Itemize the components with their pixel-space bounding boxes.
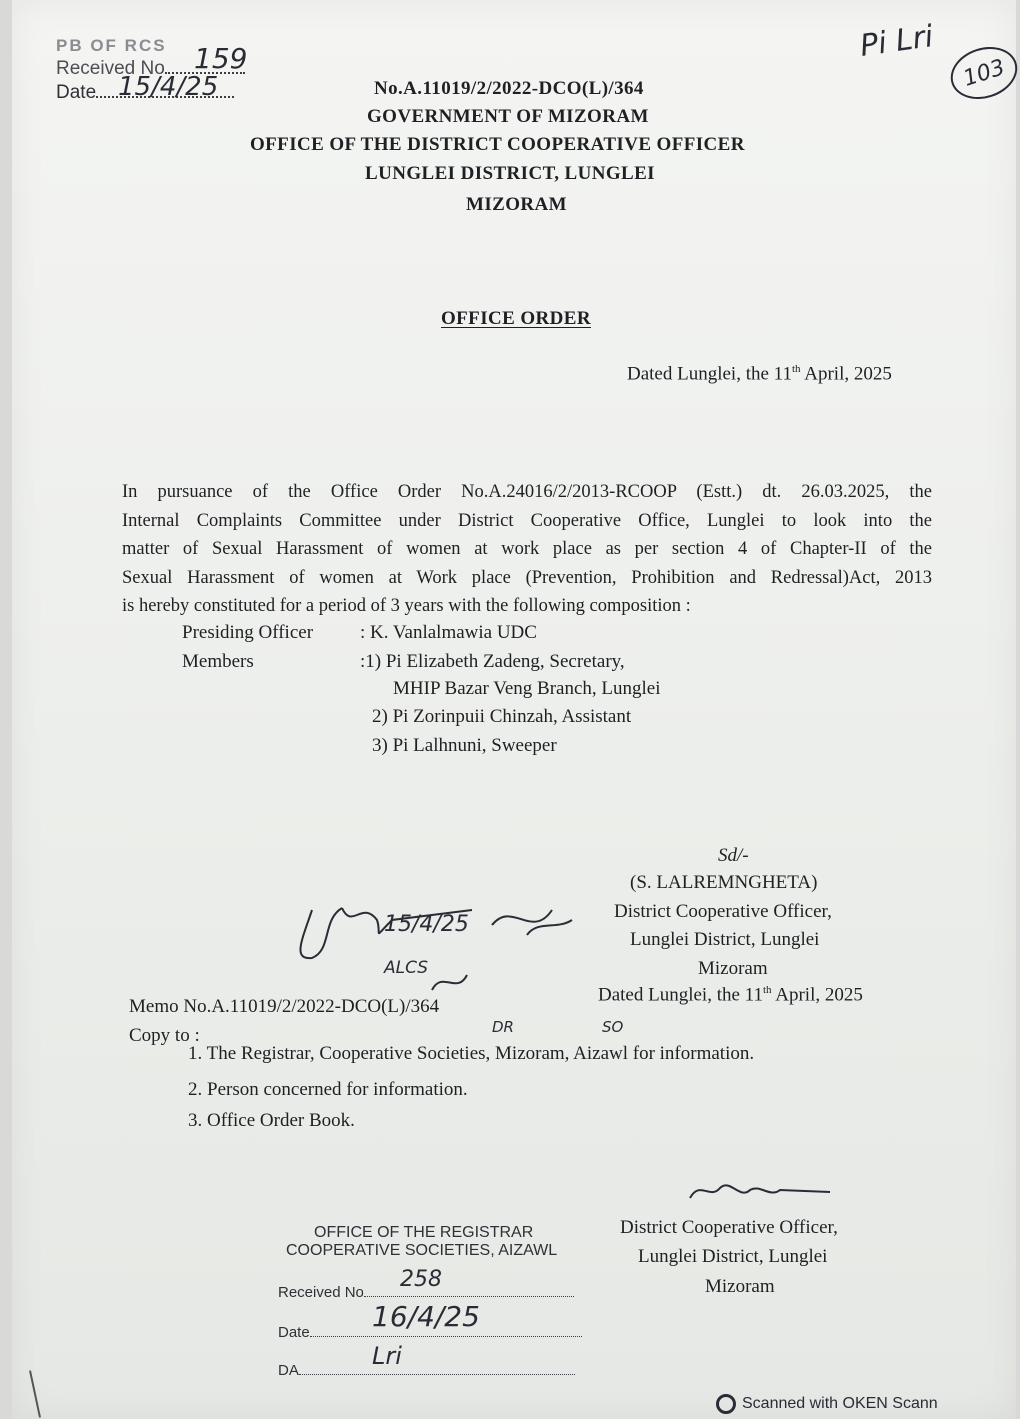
registrar-date-value: 16/4/25 — [372, 1300, 480, 1333]
sd-mark: Sd/- — [718, 845, 749, 866]
body-line: matter of Sexual Harassment of women at work place as per section 4 of Chapter-II of the — [122, 539, 932, 559]
scanner-watermark: Scanned with OKEN Scann — [716, 1394, 938, 1414]
memo-ref: Memo No.A.11019/2/2022-DCO(L)/364 — [129, 996, 440, 1017]
registrar-da: DA — [278, 1362, 575, 1379]
handwritten-alcs: ALCS — [384, 958, 429, 978]
copy-item: 1. The Registrar, Cooperative Societies, Mizoram, Aizawl for information. — [188, 1043, 755, 1064]
members-label: Members — [182, 651, 254, 672]
registrar-da-value: Lri — [372, 1342, 402, 1370]
presiding-label: Presiding Officer — [182, 622, 314, 643]
office-title: OFFICE OF THE DISTRICT COOPERATIVE OFFICER — [250, 134, 745, 155]
body-line: Sexual Harassment of women at Work place (Prevention, Prohibition and Redressal)Act, 2013 — [122, 567, 932, 588]
handwritten-dr: DR — [492, 1018, 514, 1036]
registrar-received: Received No — [278, 1284, 574, 1301]
member-line: 3) Pi Lalhnuni, Sweeper — [372, 735, 557, 756]
order-title: OFFICE ORDER — [441, 308, 591, 329]
scan-edge-line — [29, 1370, 41, 1417]
handwritten-so: SO — [602, 1018, 624, 1036]
member-line: 2) Pi Zorinpuii Chinzah, Assistant — [372, 706, 632, 727]
body-line: Internal Complaints Committee under District Cooperative Office, Lunglei to look into the — [122, 510, 932, 531]
state-title: MIZORAM — [466, 194, 567, 215]
registrar-stamp-line2: COOPERATIVE SOCIETIES, AIZAWL — [286, 1242, 558, 1259]
ref-number: No.A.11019/2/2022-DCO(L)/364 — [374, 78, 644, 99]
order-body — [122, 478, 932, 621]
district-title: LUNGLEI DISTRICT, LUNGLEI — [365, 163, 655, 184]
signature2-scribble — [680, 1170, 840, 1210]
registrar-stamp-line1: OFFICE OF THE REGISTRAR — [314, 1224, 534, 1241]
signature2-district: Lunglei District, Lunglei — [638, 1246, 828, 1267]
scanner-logo-icon — [716, 1394, 736, 1414]
member-line: MHIP Bazar Veng Branch, Lunglei — [393, 678, 661, 699]
registrar-received-value: 258 — [400, 1267, 442, 1292]
margin-note: Pi Lri — [857, 19, 936, 64]
copy-item: 3. Office Order Book. — [188, 1110, 355, 1131]
stamp-date-value: 15/4/25 — [118, 72, 219, 102]
document-page — [12, 0, 1016, 1419]
signature2-designation: District Cooperative Officer, — [620, 1217, 838, 1238]
signatory-designation: District Cooperative Officer, — [614, 901, 832, 922]
memo-date: Dated Lunglei, the 11th April, 2025 — [598, 984, 863, 1006]
member-line: :1) Pi Elizabeth Zadeng, Secretary, — [360, 651, 625, 672]
signatory-district: Lunglei District, Lunglei — [630, 929, 820, 950]
registrar-date: Date — [278, 1324, 582, 1341]
body-line: In pursuance of the Office Order No.A.24016/2/2013-RCOOP (Estt.) dt. 26.03.2025, the — [122, 482, 932, 502]
stamp-received-label: Received No — [56, 58, 165, 79]
copy-item: 2. Person concerned for information. — [188, 1079, 468, 1100]
stamp-received-value: 159 — [194, 42, 248, 75]
received-stamp — [56, 36, 248, 104]
signatory-name: (S. LALREMNGHETA) — [630, 872, 818, 893]
handwritten-initial-date: 15/4/25 — [384, 912, 469, 937]
signature2-state: Mizoram — [705, 1276, 775, 1297]
presiding-value: : K. Vanlalmawia UDC — [360, 622, 537, 643]
signatory-state: Mizoram — [698, 958, 768, 979]
gov-title: GOVERNMENT OF MIZORAM — [367, 106, 649, 127]
copy-to-label: Copy to : — [129, 1025, 200, 1046]
order-date: Dated Lunglei, the 11th April, 2025 — [627, 363, 892, 385]
body-line: is hereby constituted for a period of 3 years with the following composition : — [122, 596, 691, 616]
stamp-date-label: Date — [56, 82, 97, 103]
stamp-org: PB OF RCS — [56, 36, 167, 55]
circled-number: 103 — [944, 39, 1020, 108]
